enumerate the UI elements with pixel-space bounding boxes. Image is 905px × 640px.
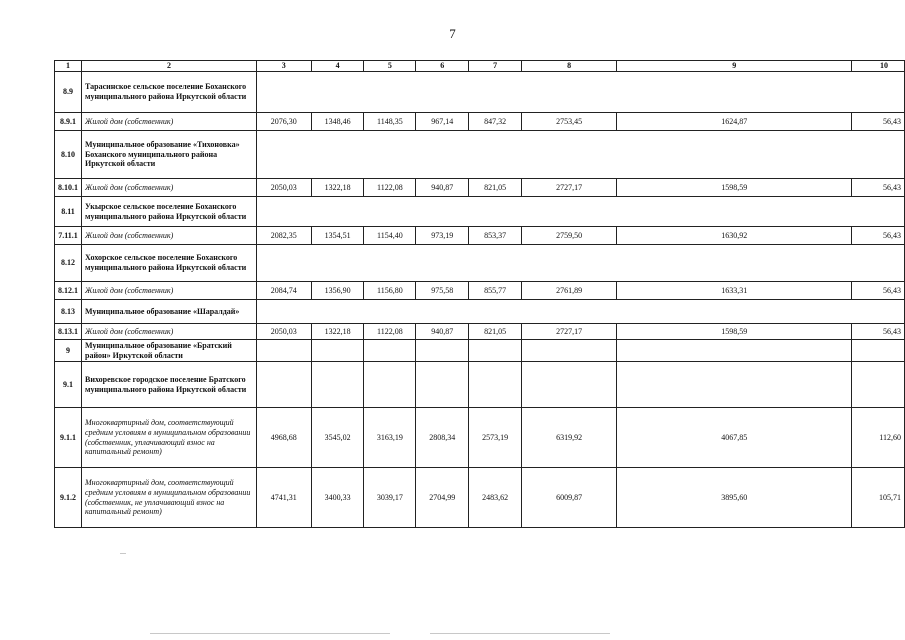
value-cell: 973,19 [416, 227, 469, 245]
scan-artifact-line [120, 553, 126, 554]
table-row [55, 113, 905, 131]
value-cell: 3895,60 [617, 468, 852, 528]
value-cell: 3039,17 [364, 468, 416, 528]
row-code: 8.12 [55, 245, 82, 282]
row-title: Хохорское сельское поселение Боханского муниципального района Иркутской области [82, 245, 257, 282]
row-title: Муниципальное образование «Тихоновка» Боханского муниципального района Иркутской области [82, 131, 257, 179]
row-title: Тарасинское сельское поселение Боханского муниципального района Иркутской области [82, 72, 257, 113]
value-cell: 6009,87 [521, 468, 616, 528]
empty-cell [311, 340, 364, 362]
row-description: Многоквартирный дом, соответствующий средним условиям в муниципальном образовании (собственник, уплачивающий взнос на капитальный ремонт) [82, 408, 257, 468]
scan-artifact-line [150, 633, 390, 634]
value-cell: 56,43 [852, 179, 905, 197]
empty-cell [364, 340, 416, 362]
value-cell: 1633,31 [617, 282, 852, 300]
value-cell: 2076,30 [256, 113, 311, 131]
value-cell: 3545,02 [311, 408, 364, 468]
page-number: 7 [449, 26, 456, 41]
value-cell: 1348,46 [311, 113, 364, 131]
value-cell: 1154,40 [364, 227, 416, 245]
value-cell [469, 362, 522, 408]
value-cell: 940,87 [416, 324, 469, 340]
table-row [55, 245, 905, 282]
row-title: Муниципальное образование «Шаралдай» [82, 300, 257, 324]
table-row [55, 362, 905, 408]
table-row [55, 131, 905, 179]
value-cell: 2050,03 [256, 179, 311, 197]
value-cell: 6319,92 [521, 408, 616, 468]
value-cell: 2753,45 [521, 113, 616, 131]
row-description: Жилой дом (собственник) [82, 179, 257, 197]
value-cell: 1322,18 [311, 179, 364, 197]
value-cell [364, 362, 416, 408]
empty-cell [617, 340, 852, 362]
empty-cell [256, 340, 311, 362]
row-code: 9.1.1 [55, 408, 82, 468]
value-cell: 1122,08 [364, 324, 416, 340]
value-cell: 1598,59 [617, 179, 852, 197]
value-cell: 967,14 [416, 113, 469, 131]
value-cell: 56,43 [852, 227, 905, 245]
row-description: Жилой дом (собственник) [82, 227, 257, 245]
value-cell: 1630,92 [617, 227, 852, 245]
value-cell: 1624,87 [617, 113, 852, 131]
value-cell: 2483,62 [469, 468, 522, 528]
value-cell [521, 362, 616, 408]
column-number-3: 3 [256, 61, 311, 72]
column-number-4: 4 [311, 61, 364, 72]
value-cell: 2082,35 [256, 227, 311, 245]
value-cell: 2084,74 [256, 282, 311, 300]
value-cell: 56,43 [852, 113, 905, 131]
value-cell: 2761,89 [521, 282, 616, 300]
value-cell: 847,32 [469, 113, 522, 131]
value-cell: 1598,59 [617, 324, 852, 340]
row-code: 9.1.2 [55, 468, 82, 528]
value-cell [416, 362, 469, 408]
row-description: Жилой дом (собственник) [82, 282, 257, 300]
row-code: 8.12.1 [55, 282, 82, 300]
column-number-5: 5 [364, 61, 416, 72]
row-code: 8.10 [55, 131, 82, 179]
value-cell [852, 362, 905, 408]
value-cell: 2759,50 [521, 227, 616, 245]
row-code: 7.11.1 [55, 227, 82, 245]
value-cell: 4741,31 [256, 468, 311, 528]
empty-span-cell [256, 72, 904, 113]
scan-artifact-line [430, 633, 610, 634]
value-cell: 1122,08 [364, 179, 416, 197]
empty-cell [521, 340, 616, 362]
table-row [55, 340, 905, 362]
row-code: 9 [55, 340, 82, 362]
table-row [55, 282, 905, 300]
value-cell: 1156,80 [364, 282, 416, 300]
value-cell: 4067,85 [617, 408, 852, 468]
table-row [55, 408, 905, 468]
column-number-9: 9 [617, 61, 852, 72]
empty-span-cell [256, 131, 904, 179]
column-number-8: 8 [521, 61, 616, 72]
value-cell: 975,58 [416, 282, 469, 300]
row-description: Жилой дом (собственник) [82, 324, 257, 340]
row-description: Жилой дом (собственник) [82, 113, 257, 131]
empty-cell [852, 340, 905, 362]
tariff-table [54, 60, 905, 528]
row-description: Многоквартирный дом, соответствующий средним условиям в муниципальном образовании (собственник, не уплачивающий взнос на капитальный ремонт) [82, 468, 257, 528]
value-cell: 940,87 [416, 179, 469, 197]
value-cell: 3163,19 [364, 408, 416, 468]
table-row [55, 324, 905, 340]
row-title: Муниципальное образование «Братский район» Иркутской области [82, 340, 257, 362]
table-row [55, 179, 905, 197]
value-cell: 56,43 [852, 282, 905, 300]
empty-span-cell [256, 300, 904, 324]
value-cell: 2808,34 [416, 408, 469, 468]
row-code: 8.9 [55, 72, 82, 113]
row-code: 8.13.1 [55, 324, 82, 340]
value-cell: 2727,17 [521, 179, 616, 197]
value-cell: 2727,17 [521, 324, 616, 340]
value-cell: 2573,19 [469, 408, 522, 468]
column-number-6: 6 [416, 61, 469, 72]
row-code: 8.9.1 [55, 113, 82, 131]
table-row [55, 72, 905, 113]
empty-span-cell [256, 245, 904, 282]
value-cell [311, 362, 364, 408]
value-cell: 112,60 [852, 408, 905, 468]
value-cell: 855,77 [469, 282, 522, 300]
column-number-7: 7 [469, 61, 522, 72]
value-cell: 1148,35 [364, 113, 416, 131]
value-cell: 1354,51 [311, 227, 364, 245]
table-row [55, 300, 905, 324]
table-row [55, 197, 905, 227]
row-title: Укырское сельское поселение Боханского муниципального района Иркутской области [82, 197, 257, 227]
value-cell [617, 362, 852, 408]
value-cell: 56,43 [852, 324, 905, 340]
column-number-10: 10 [852, 61, 905, 72]
row-code: 8.11 [55, 197, 82, 227]
empty-cell [469, 340, 522, 362]
column-number-1: 1 [55, 61, 82, 72]
row-code: 9.1 [55, 362, 82, 408]
value-cell: 4968,68 [256, 408, 311, 468]
value-cell: 105,71 [852, 468, 905, 528]
row-code: 8.10.1 [55, 179, 82, 197]
table-row [55, 468, 905, 528]
value-cell: 2704,99 [416, 468, 469, 528]
row-code: 8.13 [55, 300, 82, 324]
column-number-row [55, 61, 905, 72]
row-title: Вихоревское городское поселение Братского муниципального района Иркутской области [82, 362, 257, 408]
value-cell: 1322,18 [311, 324, 364, 340]
value-cell: 821,05 [469, 324, 522, 340]
empty-span-cell [256, 197, 904, 227]
value-cell: 853,37 [469, 227, 522, 245]
table-row [55, 227, 905, 245]
value-cell: 821,05 [469, 179, 522, 197]
column-number-2: 2 [82, 61, 257, 72]
value-cell: 1356,90 [311, 282, 364, 300]
value-cell: 3400,33 [311, 468, 364, 528]
value-cell [256, 362, 311, 408]
empty-cell [416, 340, 469, 362]
value-cell: 2050,03 [256, 324, 311, 340]
